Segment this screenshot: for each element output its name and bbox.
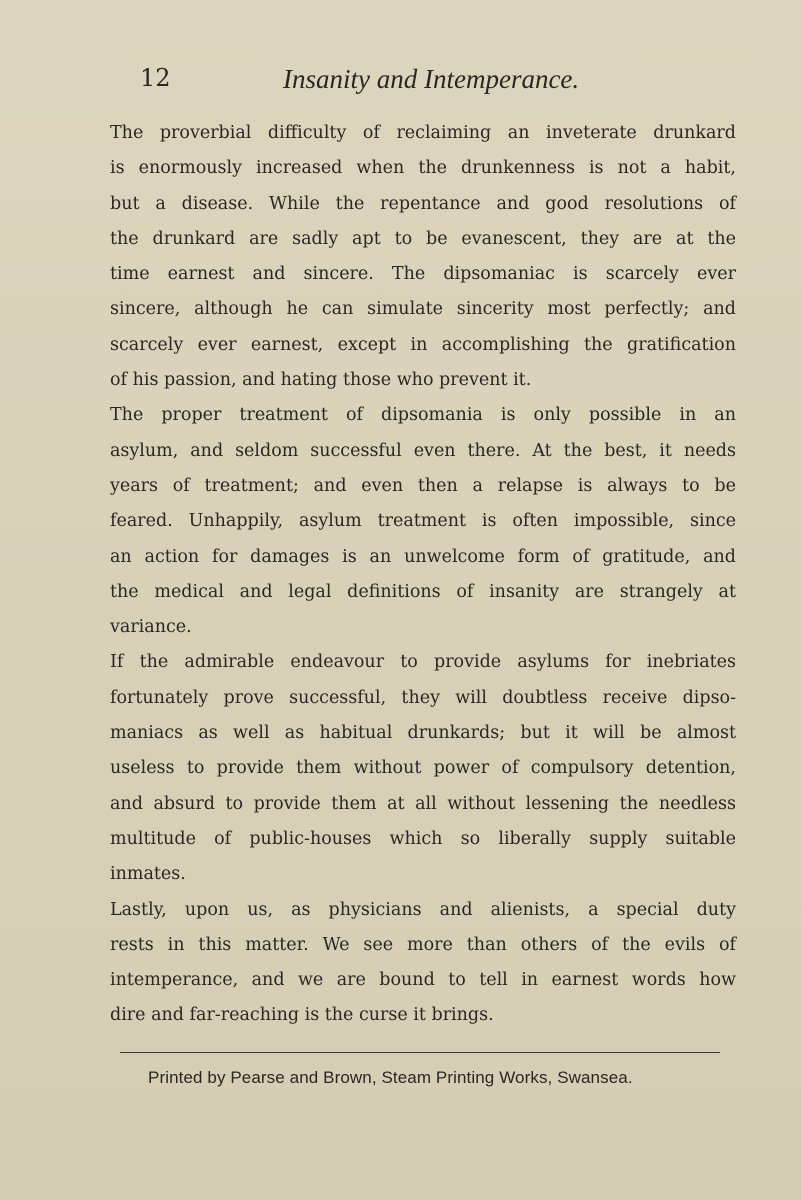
text-line: intemperance, and we are bound to tell in earnest words how (110, 970, 736, 991)
text-line: inmates. (110, 864, 186, 885)
text-line: multitude of public-houses which so liberally supply suitable (110, 828, 736, 849)
text-line: variance. (110, 617, 192, 638)
paragraph-4 (110, 893, 736, 1034)
text-line: maniacs as well as habitual drunkards; but it will be almost (110, 723, 736, 744)
text-line: asylum, and seldom successful even there. At the best, it needs (110, 440, 736, 461)
text-line: The proper treatment of dipsomania is only possible in an (110, 405, 736, 426)
text-line: the medical and legal definitions of insanity are strangely at (110, 581, 736, 602)
text-line: Lastly, upon us, as physicians and alienists, a special duty (110, 899, 736, 920)
body-text (110, 116, 736, 1034)
running-title: Insanity and Intemperance. (283, 64, 580, 94)
text-line: scarcely ever earnest, except in accomplishing the gratification (110, 334, 736, 355)
text-line: The proverbial difficulty of reclaiming an inveterate drunkard (110, 123, 736, 143)
printer-imprint: Printed by Pearse and Brown, Steam Printing Works, Swansea. (148, 1068, 633, 1087)
text-line: dire and far-reaching is the curse it brings. (110, 1005, 494, 1026)
text-line: but a disease. While the repentance and good resolutions of (110, 193, 736, 214)
text-line: rests in this matter. We see more than others of the evils of (110, 934, 736, 955)
footer-rule (120, 1052, 720, 1053)
text-line: an action for damages is an unwelcome form of gratitude, and (110, 546, 736, 567)
text-line: feared. Unhappily, asylum treatment is often impossible, since (110, 511, 736, 532)
paragraph-1 (110, 116, 736, 398)
text-line: and absurd to provide them at all without lessening the needless (110, 793, 736, 814)
paragraph-2 (110, 398, 736, 645)
text-line: If the admirable endeavour to provide asylums for inebriates (110, 652, 736, 673)
text-line: useless to provide them without power of compulsory detention, (110, 758, 736, 779)
text-line: years of treatment; and even then a relapse is always to be (110, 475, 736, 496)
page-header (0, 64, 801, 104)
page-number: 12 (140, 64, 171, 92)
text-line: the drunkard are sadly apt to be evanescent, they are at the (110, 228, 736, 249)
text-line: time earnest and sincere. The dipsomaniac is scarcely ever (110, 264, 736, 285)
text-line: sincere, although he can simulate sincerity most perfectly; and (110, 299, 736, 320)
text-line: of his passion, and hating those who prevent it. (110, 370, 532, 391)
text-line: is enormously increased when the drunkenness is not a habit, (110, 158, 736, 179)
text-line: fortunately prove successful, they will doubtless receive dipso- (110, 687, 736, 708)
paragraph-3 (110, 645, 736, 892)
